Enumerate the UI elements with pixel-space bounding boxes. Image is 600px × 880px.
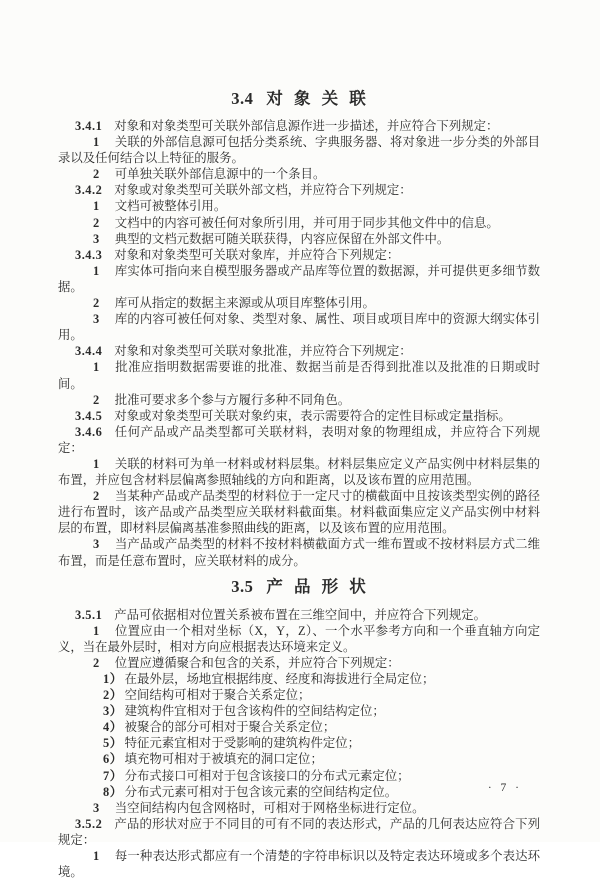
clause-text: 每一种表达形式都应有一个清楚的字符串标识以及特定表达环境或多个表达环境。 [58, 849, 540, 880]
item-2 [58, 295, 540, 311]
clause-text: 分布式元素可相对于包含该元素的空间结构定位。 [124, 784, 398, 799]
clause-number: 3.4.2 [75, 183, 103, 198]
clause-text: 文档中的内容可被任何对象所引用，并可用于同步其他文件中的信息。 [114, 215, 499, 230]
subitem-6） [58, 751, 540, 767]
item-1 [58, 623, 540, 655]
clause-number: 7） [103, 768, 123, 783]
clause-number: 2 [93, 296, 100, 311]
clause-number: 3 [93, 537, 100, 552]
clause-text: 建筑构件宜相对于包含该构件的空间结构定位； [124, 704, 385, 719]
item-1 [58, 848, 540, 880]
item-1 [58, 198, 540, 214]
subitem-2） [58, 687, 540, 703]
clause-number: 2） [103, 688, 123, 703]
document-content [58, 0, 540, 880]
item-2 [58, 488, 540, 536]
clause-number: 2 [93, 392, 100, 407]
item-2 [58, 392, 540, 408]
clause-number: 1 [93, 456, 100, 471]
item-3 [58, 231, 540, 247]
clause-number: 1 [93, 135, 100, 150]
subitem-1） [58, 671, 540, 687]
clause-text: 特征元素宜相对于受影响的建筑构件定位； [124, 736, 361, 751]
clause-text: 库的内容可被任何对象、类型对象、属性、项目或项目库中的资源大纲实体引用。 [58, 312, 540, 343]
clause-text: 当产品或产品类型的材料不按材料横截面方式一维布置或不按材料层方式二维布置，而是任意布置时，应关联材料的成分。 [58, 537, 540, 568]
item-2 [58, 655, 540, 671]
item-1 [58, 456, 540, 488]
clause-number: 8） [103, 784, 123, 799]
clause-text: 典型的文档元数据可随关联获得，内容应保留在外部文件中。 [114, 231, 450, 246]
clause-text: 产品可依据相对位置关系被布置在三维空间中，并应符合下列规定。 [114, 607, 486, 622]
clause-text: 当某种产品或产品类型的材料位于一定尺寸的横截面中且按该类型实例的路径进行布置时，该产品或产品类型应关联材料截面集。材料截面集应定义产品实例中材料层的布置，即材料层偏离基准参照曲线的距离，以及该布置的应用范围。 [58, 489, 540, 536]
item-2 [58, 166, 540, 182]
clause-3.4.5 [58, 408, 540, 424]
subitem-3） [58, 703, 540, 719]
clause-text: 位置应由一个相对坐标（X，Y，Z）、一个水平参考方向和一个垂直轴方向定义，当在最外层时，相对方向应根据表达环境来定义。 [58, 623, 540, 654]
clause-3.5.1 [58, 607, 540, 623]
clause-text: 关联的材料可为单一材料或材料层集。材料层集应定义产品实例中材料层集的布置，并应包含材料层偏离参照轴线的方向和距离，以及该布置的应用范围。 [58, 456, 540, 488]
clause-number: 3） [103, 704, 123, 719]
clause-number: 3 [93, 231, 100, 246]
item-2 [58, 215, 540, 231]
section-number: 3.5 [231, 576, 254, 596]
section-heading-3.5 [58, 576, 540, 598]
clause-number: 5） [103, 736, 123, 751]
clause-text: 产品的形状对应于不同目的可有不同的表达形式，产品的几何表达应符合下列规定： [58, 816, 540, 847]
clause-3.4.4 [58, 343, 540, 359]
item-3 [58, 311, 540, 343]
clause-number: 3.4.5 [75, 408, 103, 423]
clause-text: 在最外层，场地宜根据纬度、经度和海拔进行全局定位； [124, 672, 435, 686]
clause-text: 当空间结构内包含网格时，可相对于网格坐标进行定位。 [114, 800, 425, 815]
item-1 [58, 134, 540, 166]
section-title: 产 品 形 状 [266, 576, 367, 596]
clause-text: 文档可被整体引用。 [114, 199, 227, 214]
item-1 [58, 263, 540, 295]
clause-number: 3.4.1 [75, 119, 103, 133]
item-3 [58, 800, 540, 816]
clause-number: 3.4.4 [75, 344, 103, 359]
clause-text: 位置应遵循聚合和包含的关系，并应符合下列规定： [114, 655, 400, 670]
clause-number: 2 [93, 489, 100, 504]
section-number: 3.4 [231, 89, 254, 108]
section-title: 对 象 关 联 [266, 89, 367, 108]
clause-text: 可单独关联外部信息源中的一个条目。 [114, 167, 326, 182]
clause-text: 库可从指定的数据主来源或从项目库整体引用。 [114, 296, 375, 311]
clause-text: 填充物可相对于被填充的洞口定位； [124, 752, 323, 767]
subitem-7） [58, 768, 540, 784]
subitem-8） [58, 784, 540, 800]
clause-number: 3.4.6 [75, 424, 103, 439]
item-1 [58, 359, 540, 391]
clause-text: 任何产品或产品类型都可关联材料，表明对象的物理组成，并应符合下列规定： [58, 424, 540, 455]
clause-number: 1） [103, 672, 123, 686]
page-number: · 7 · [487, 782, 522, 794]
clause-number: 3.4.3 [75, 247, 103, 262]
clause-text: 空间结构可相对于聚合关系定位； [124, 688, 311, 703]
subitem-4） [58, 719, 540, 735]
clause-3.4.1 [58, 118, 540, 134]
clause-number: 1 [93, 263, 100, 278]
clause-number: 1 [93, 849, 100, 864]
clause-number: 3 [93, 800, 100, 815]
clause-text: 对象或对象类型可关联对象约束，表示需要符合的定性目标或定量指标。 [114, 408, 511, 423]
clause-number: 3 [93, 312, 100, 327]
clause-number: 6） [103, 752, 123, 767]
clause-text: 对象和对象类型可关联外部信息源作进一步描述，并应符合下列规定： [114, 119, 499, 133]
clause-number: 1 [93, 623, 100, 638]
clause-number: 1 [93, 360, 100, 375]
clause-text: 关联的外部信息源可包括分类系统、字典服务器、将对象进一步分类的外部目录以及任何结合以上特征的服务。 [58, 135, 540, 166]
subitem-5） [58, 735, 540, 751]
clause-text: 批准应指明数据需要谁的批准、数据当前是否得到批准以及批准的日期或时间。 [58, 360, 540, 391]
clause-3.4.6 [58, 424, 540, 456]
clause-number: 1 [93, 199, 100, 214]
section-heading-3.4 [58, 88, 540, 110]
clause-number: 3.5.2 [75, 816, 103, 831]
clause-3.4.2 [58, 182, 540, 198]
clause-text: 被聚合的部分可相对于聚合关系定位； [124, 720, 336, 735]
clause-text: 库实体可指向来自模型服务器或产品库等位置的数据源，并可提供更多细节数据。 [58, 263, 540, 294]
clause-text: 对象和对象类型可关联对象库，并应符合下列规定： [114, 247, 400, 262]
item-3 [58, 536, 540, 568]
clause-number: 2 [93, 655, 100, 670]
clause-number: 2 [93, 167, 100, 182]
clause-number: 3.5.1 [75, 607, 103, 622]
clause-text: 对象或对象类型可关联外部文档，并应符合下列规定： [114, 183, 412, 198]
clause-3.4.3 [58, 247, 540, 263]
clause-text: 批准可要求多个参与方履行多种不同角色。 [114, 392, 351, 407]
clause-number: 4） [103, 720, 123, 735]
clause-number: 2 [93, 215, 100, 230]
clause-3.5.2 [58, 816, 540, 848]
clause-text: 对象和对象类型可关联对象批准，并应符合下列规定： [114, 344, 412, 359]
clause-text: 分布式接口可相对于包含该接口的分布式元素定位； [124, 768, 410, 783]
